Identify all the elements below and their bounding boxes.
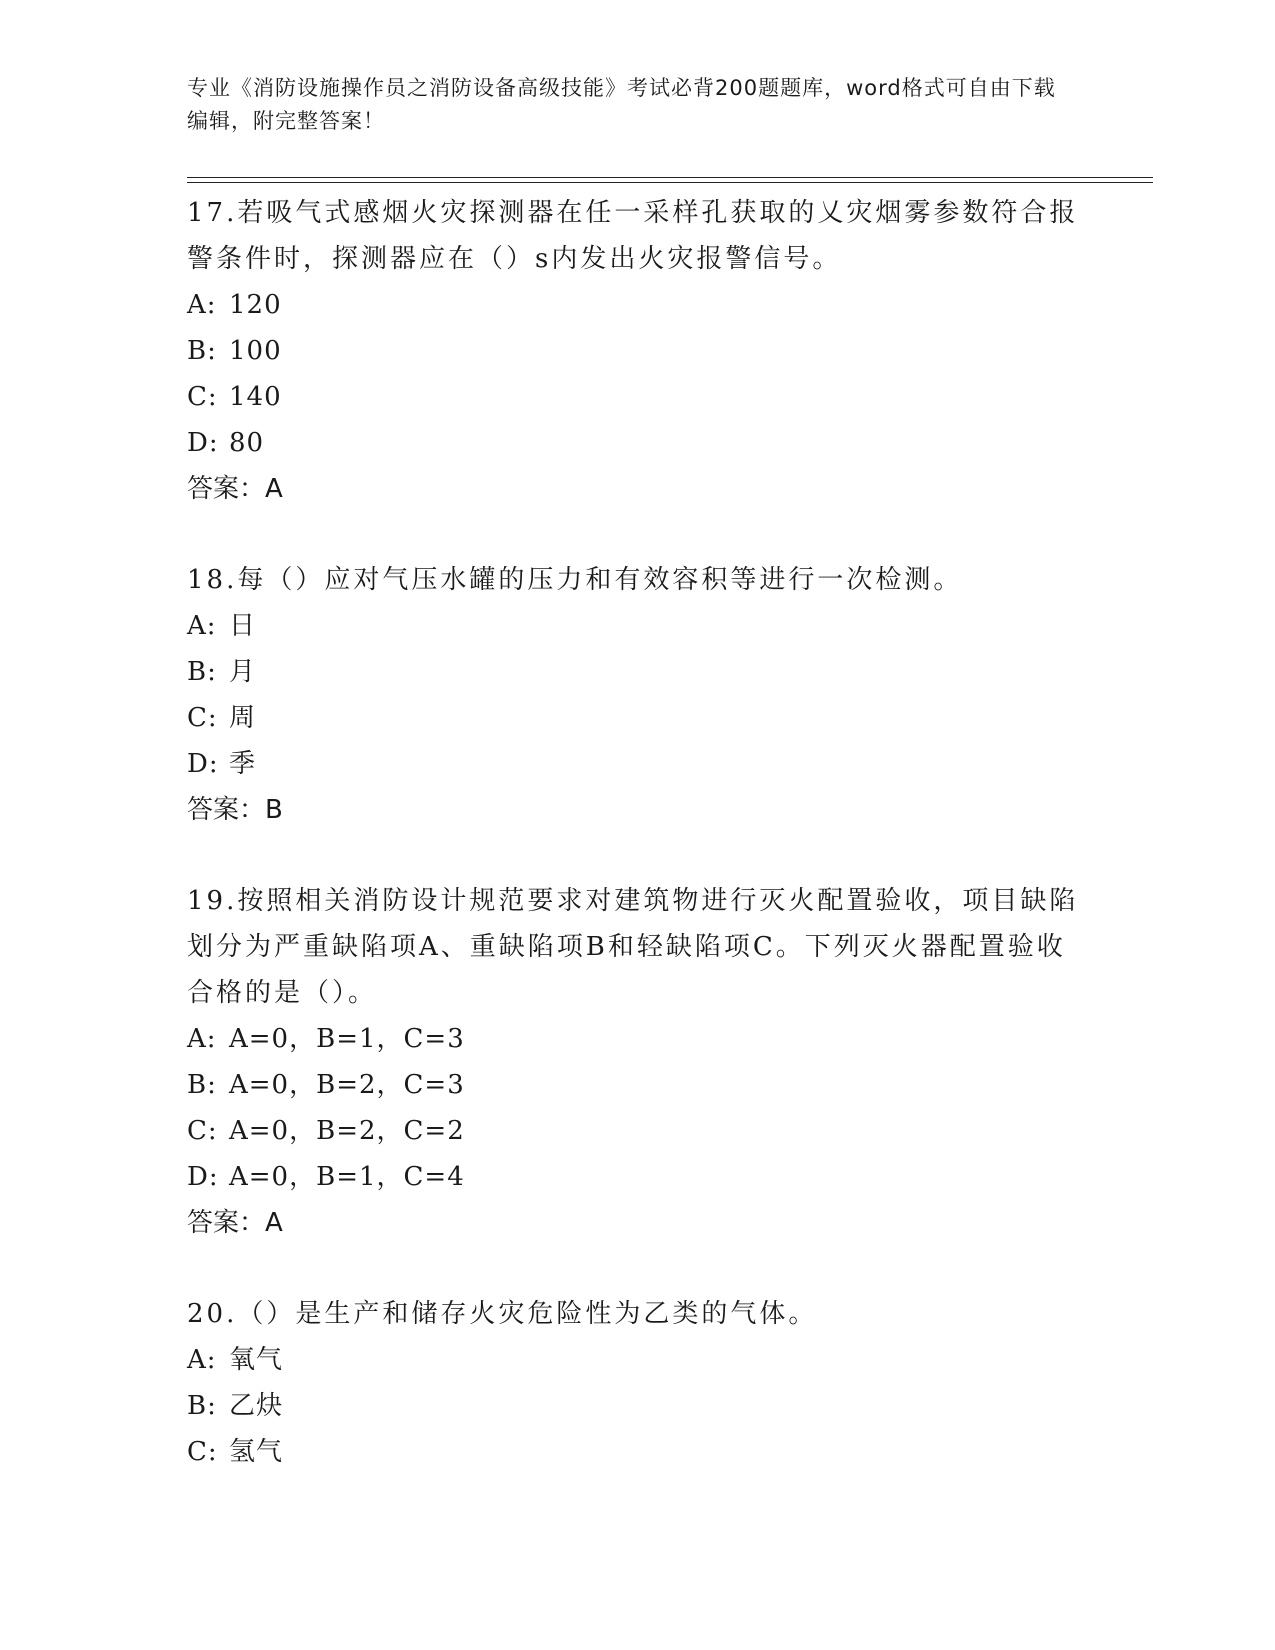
option-letter: C:	[187, 1437, 218, 1467]
option-letter: C:	[187, 382, 218, 412]
option-letter: D:	[187, 749, 219, 779]
question-19	[187, 878, 1087, 1246]
option-letter: A:	[187, 611, 217, 641]
option-text: 月	[229, 657, 257, 687]
option-text: A=0，B=2，C=2	[229, 1116, 465, 1146]
answer-line: 答案：A	[187, 474, 283, 504]
option-letter: B:	[187, 1391, 217, 1421]
option-letter: A:	[187, 1024, 217, 1054]
option-c	[187, 1108, 1087, 1154]
option-text: A=0，B=1，C=3	[229, 1024, 465, 1054]
question-stem: 20.（）是生产和储存火灾危险性为乙类的气体。	[187, 1299, 818, 1329]
option-text: A=0，B=2，C=3	[229, 1070, 465, 1100]
question-stem: 18.每（）应对气压水罐的压力和有效容积等进行一次检测。	[187, 565, 963, 595]
question-18	[187, 557, 1087, 833]
option-c	[187, 1429, 1087, 1475]
option-text: 100	[229, 336, 282, 366]
option-text: 周	[229, 703, 257, 733]
option-a	[187, 282, 1087, 328]
option-text: 80	[229, 428, 265, 458]
option-b	[187, 1062, 1087, 1108]
option-text: A=0，B=1，C=4	[229, 1162, 465, 1192]
option-letter: C:	[187, 1116, 218, 1146]
question-20	[187, 1291, 1087, 1475]
option-text: 乙炔	[229, 1391, 284, 1421]
header-divider-top	[187, 177, 1153, 178]
question-17	[187, 190, 1087, 512]
option-text: 140	[229, 382, 282, 412]
option-d	[187, 420, 1087, 466]
option-letter: D:	[187, 1162, 219, 1192]
option-c	[187, 695, 1087, 741]
option-d	[187, 1154, 1087, 1200]
question-list	[187, 190, 1087, 1520]
question-stem: 17.若吸气式感烟火灾探测器在任一采样孔获取的乂灾烟雾参数符合报警条件时，探测器应在（）s内发出火灾报警信号。	[187, 198, 1079, 274]
option-text: 氢气	[229, 1437, 284, 1467]
option-b	[187, 328, 1087, 374]
option-letter: B:	[187, 336, 217, 366]
document-header: 专业《消防设施操作员之消防设备高级技能》考试必背200题题库，word格式可自由下载编辑，附完整答案！	[187, 76, 1056, 133]
option-letter: A:	[187, 1345, 217, 1375]
option-letter: B:	[187, 657, 217, 687]
option-text: 日	[229, 611, 257, 641]
option-c	[187, 374, 1087, 420]
header-divider-bottom	[187, 182, 1153, 183]
option-a	[187, 1016, 1087, 1062]
option-a	[187, 603, 1087, 649]
option-text: 氧气	[229, 1345, 284, 1375]
option-a	[187, 1337, 1087, 1383]
answer-line: 答案：B	[187, 795, 283, 825]
question-stem: 19.按照相关消防设计规范要求对建筑物进行灭火配置验收，项目缺陷划分为严重缺陷项A、重缺陷项B和轻缺陷项C。下列灭火器配置验收合格的是（）。	[187, 886, 1079, 1008]
option-letter: D:	[187, 428, 219, 458]
option-b	[187, 649, 1087, 695]
option-d	[187, 741, 1087, 787]
answer-line: 答案：A	[187, 1208, 283, 1238]
option-letter: C:	[187, 703, 218, 733]
option-b	[187, 1383, 1087, 1429]
option-letter: A:	[187, 290, 217, 320]
option-text: 季	[229, 749, 257, 779]
option-text: 120	[229, 290, 282, 320]
option-letter: B:	[187, 1070, 217, 1100]
